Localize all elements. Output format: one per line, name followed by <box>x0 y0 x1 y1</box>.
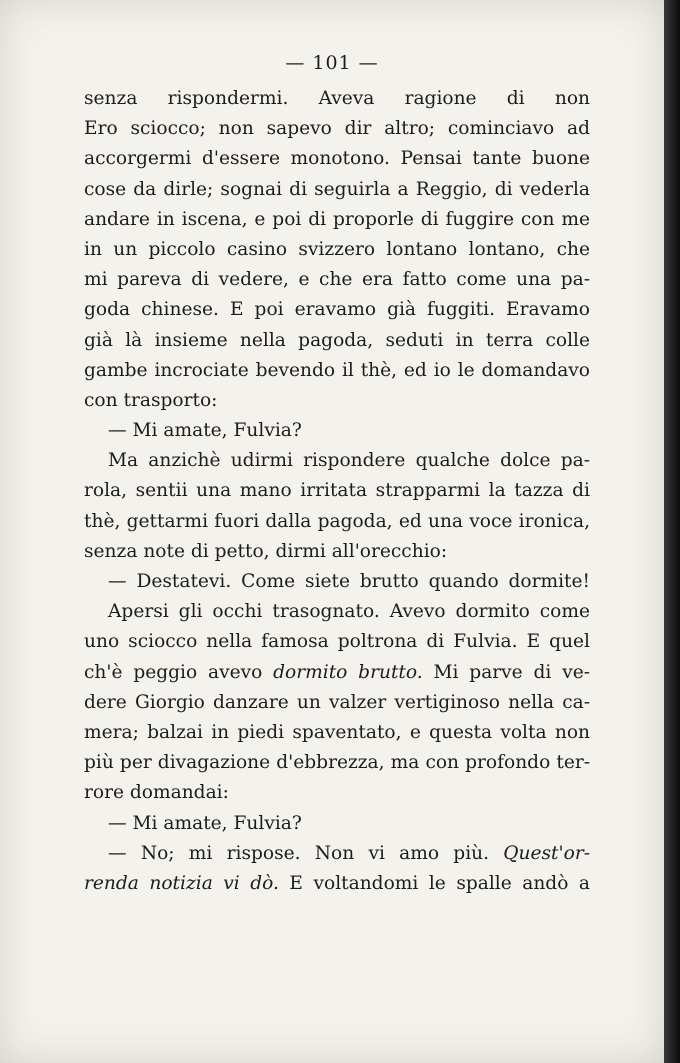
text-line <box>84 175 590 205</box>
text-line <box>84 597 590 627</box>
text-line <box>84 235 590 265</box>
text-run: senza rispondermi. Aveva ragione di non <box>84 88 590 109</box>
text-line <box>84 537 590 567</box>
text-run: — Mi amate, Fulvia? <box>108 420 302 442</box>
text-line <box>84 84 590 114</box>
text-line <box>84 658 590 688</box>
text-run: Ma anzichè udirmi rispondere qualche dolce pa- <box>108 450 590 472</box>
text-line <box>84 326 590 356</box>
page-number: — 101 — <box>285 52 379 74</box>
text-line <box>84 507 590 537</box>
italic-text: Quest'or- <box>503 842 590 864</box>
text-line <box>84 476 590 506</box>
text-run: uno sciocco nella famosa poltrona di Fulvia. E quel <box>84 631 590 653</box>
text-line <box>84 114 590 144</box>
text-line <box>84 567 590 597</box>
text-run: E voltandomi le spalle andò a <box>278 872 590 894</box>
text-run: goda chinese. E poi eravamo già fuggiti. Eravamo <box>84 299 590 321</box>
text-run: mi pareva di vedere, e che era fatto come una pa- <box>84 269 590 291</box>
text-run: più per divagazione d'ebbrezza, ma con profondo ter- <box>84 752 590 774</box>
text-run: già là insieme nella pagoda, seduti in terra colle <box>84 329 590 351</box>
text-run: accorgermi d'essere monotono. Pensai tante buone <box>84 148 590 170</box>
text-line <box>84 627 590 657</box>
italic-text: dormito brutto. <box>273 661 423 683</box>
text-line <box>84 205 590 235</box>
text-line <box>84 386 590 416</box>
text-line <box>84 446 590 476</box>
text-run: in un piccolo casino svizzero lontano lontano, che <box>84 238 590 260</box>
text-line <box>84 688 590 718</box>
text-run: — Destatevi. Come siete brutto quando dormite! <box>108 571 590 592</box>
text-run: Mi parve di ve- <box>422 661 590 683</box>
text-run: gambe incrociate bevendo il thè, ed io le domandavo <box>84 359 590 381</box>
text-run: — Mi amate, Fulvia? <box>108 812 302 834</box>
text-run: — No; mi rispose. Non vi amo più. <box>108 842 504 864</box>
text-line <box>84 144 590 174</box>
text-run: rore domandai: <box>84 782 229 804</box>
text-line <box>84 778 590 808</box>
text-run: cose da dirle; sognai di seguirla a Reggio, di vederla <box>84 178 590 200</box>
text-run: Apersi gli occhi trasognato. Avevo dormito come <box>108 601 590 623</box>
text-line <box>84 265 590 295</box>
page-edge-shadow <box>664 0 680 1063</box>
text-line <box>84 416 590 446</box>
text-line <box>84 748 590 778</box>
italic-text: renda notizia vi dò. <box>84 872 279 894</box>
text-run: rola, sentii una mano irritata strapparmi la tazza di <box>84 480 590 502</box>
body-text <box>84 84 590 899</box>
text-run: con trasporto: <box>84 389 218 411</box>
text-run: ch'è peggio avevo <box>84 661 274 683</box>
text-line <box>84 869 590 899</box>
text-run: senza note di petto, dirmi all'orecchio: <box>84 540 448 562</box>
text-run: thè, gettarmi fuori dalla pagoda, ed una voce ironica, <box>84 510 590 532</box>
text-run: mera; balzai in piedi spaventato, e questa volta non <box>84 721 590 743</box>
text-line <box>84 295 590 325</box>
text-line <box>84 839 590 869</box>
text-line <box>84 718 590 748</box>
text-run: dere Giorgio danzare un valzer vertiginoso nella ca- <box>84 691 590 713</box>
text-run: Ero sciocco; non sapevo dir altro; cominciavo ad <box>84 118 590 140</box>
text-line <box>84 809 590 839</box>
text-run: andare in iscena, e poi di proporle di fuggire con me <box>84 208 590 230</box>
text-line <box>84 356 590 386</box>
